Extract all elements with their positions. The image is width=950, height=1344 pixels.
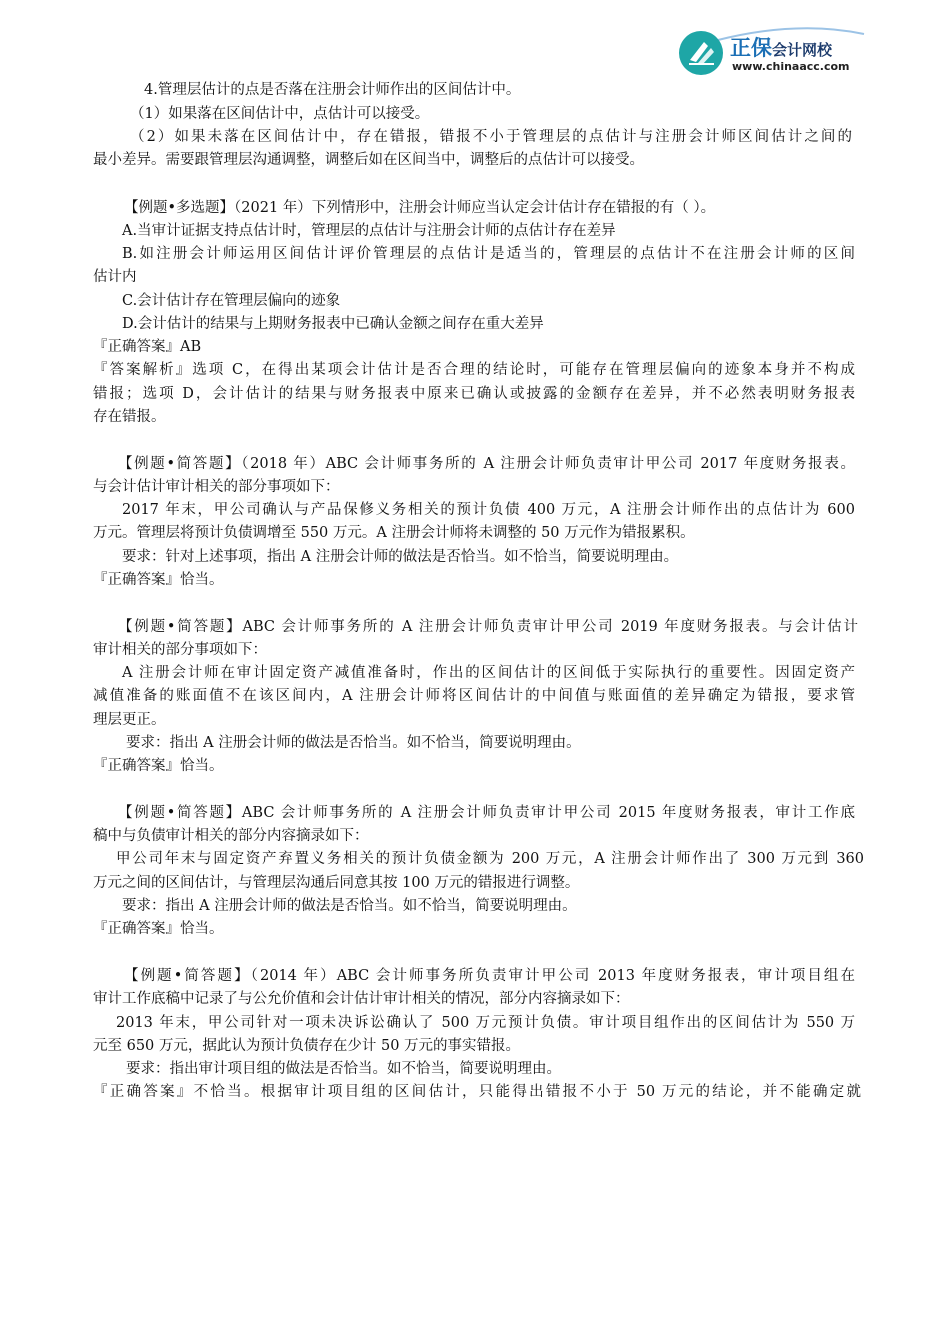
logo-emblem-icon [678,30,724,76]
example-heading: 【例题•简答题】ABC 会计师事务所的 A 注册会计师负责审计甲公司 2019 年度财务报表。与会计估计 [118,619,858,635]
paragraph-line: 4.管理层估计的点是否落在注册会计师作出的区间估计中。 [144,82,521,98]
paragraph-line: 减值准备的账面值不在该区间内，A 注册会计师将区间估计的中间值与账面值的差异确定为错报，要求管 [93,688,855,704]
paragraph-line: （1）如果落在区间估计中，点估计可以接受。 [130,106,430,122]
example-heading: 【例题•简答题】（2014 年）ABC 会计师事务所负责审计甲公司 2013 年度财务报表，审计项目组在 [124,968,855,984]
example-heading: 【例题•简答题】（2018 年）ABC 会计师事务所的 A 注册会计师负责审计甲公司 2017 年度财务报表。 [118,456,855,472]
paragraph-line: 与会计估计审计相关的部分事项如下： [93,479,340,495]
logo-brand-main: 正保 [730,36,772,60]
option-line: B.如注册会计师运用区间估计评价管理层的点估计是适当的，管理层的点估计不在注册会计师的区间 [122,246,855,262]
paragraph-line: 审计相关的部分事项如下： [93,642,267,658]
chinaacc-logo [678,24,868,74]
logo-brand-sub: 会计网校 [772,41,833,59]
example-heading: 【例题•简答题】ABC 会计师事务所的 A 注册会计师负责审计甲公司 2015 年度财务报表，审计工作底 [118,805,855,821]
paragraph-line: 最小差异。需要跟管理层沟通调整，调整后如在区间当中，调整后的点估计可以接受。 [93,152,644,168]
answer-line: 『正确答案』恰当。 [93,572,224,588]
analysis-line: 『答案解析』选项 C，在得出某项会计估计是否合理的结论时，可能存在管理层偏向的迹象本身并不构成 [93,362,855,378]
analysis-line: 存在错报。 [93,409,166,425]
logo-url: www.chinaacc.com [732,60,850,73]
paragraph-line: 稿中与负债审计相关的部分内容摘录如下： [93,828,369,844]
option-line: D.会计估计的结果与上期财务报表中已确认金额之间存在重大差异 [122,316,544,332]
paragraph-line: 2013 年末，甲公司针对一项未决诉讼确认了 500 万元预计负债。审计项目组作出的区间估计为 550 万 [116,1015,855,1031]
option-line: C.会计估计存在管理层偏向的迹象 [122,293,341,309]
example-heading: 【例题•多选题】（2021 年）下列情形中，注册会计师应当认定会计估计存在错报的有（ ）。 [124,200,716,216]
answer-line: 『正确答案』不恰当。根据审计项目组的区间估计，只能得出错报不小于 50 万元的结论，并不能确定就 [93,1084,861,1100]
paragraph-line: 2017 年末，甲公司确认与产品保修义务相关的预计负债 400 万元，A 注册会计师作出的点估计为 600 [122,502,855,518]
requirement-line: 要求：指出 A 注册会计师的做法是否恰当。如不恰当，简要说明理由。 [126,735,581,751]
option-line: A.当审计证据支持点估计时，管理层的点估计与注册会计师的点估计存在差异 [122,223,616,239]
paragraph-line: 万元。管理层将预计负债调增至 550 万元。A 注册会计师将未调整的 50 万元作为错报累积。 [93,525,695,541]
answer-line: 『正确答案』恰当。 [93,758,224,774]
analysis-line: 错报；选项 D，会计估计的结果与财务报表中原来已确认或披露的金额存在差异，并不必然表明财务报表 [93,386,855,402]
paragraph-line: A 注册会计师在审计固定资产减值准备时，作出的区间估计的区间低于实际执行的重要性。因固定资产 [122,665,855,681]
paragraph-line: 甲公司年末与固定资产弃置义务相关的预计负债金额为 200 万元，A 注册会计师作出了 300 万元到 360 [116,851,864,867]
paragraph-line: 万元之间的区间估计，与管理层沟通后同意其按 100 万元的错报进行调整。 [93,875,580,891]
requirement-line: 要求：指出审计项目组的做法是否恰当。如不恰当，简要说明理由。 [126,1061,561,1077]
logo-brand [730,32,832,62]
requirement-line: 要求：针对上述事项，指出 A 注册会计师的做法是否恰当。如不恰当，简要说明理由。 [122,549,679,565]
option-line: 估计内 [93,269,137,285]
paragraph-line: （2）如果未落在区间估计中，存在错报，错报不小于管理层的点估计与注册会计师区间估计之间的 [130,129,852,145]
answer-line: 『正确答案』恰当。 [93,921,224,937]
answer-line: 『正确答案』AB [93,339,202,355]
paragraph-line: 审计工作底稿中记录了与公允价值和会计估计审计相关的情况，部分内容摘录如下： [93,991,630,1007]
requirement-line: 要求：指出 A 注册会计师的做法是否恰当。如不恰当，简要说明理由。 [122,898,577,914]
paragraph-line: 理层更正。 [93,712,166,728]
cropped-text-fragment [95,56,175,64]
paragraph-line: 元至 650 万元，据此认为预计负债存在少计 50 万元的事实错报。 [93,1038,521,1054]
